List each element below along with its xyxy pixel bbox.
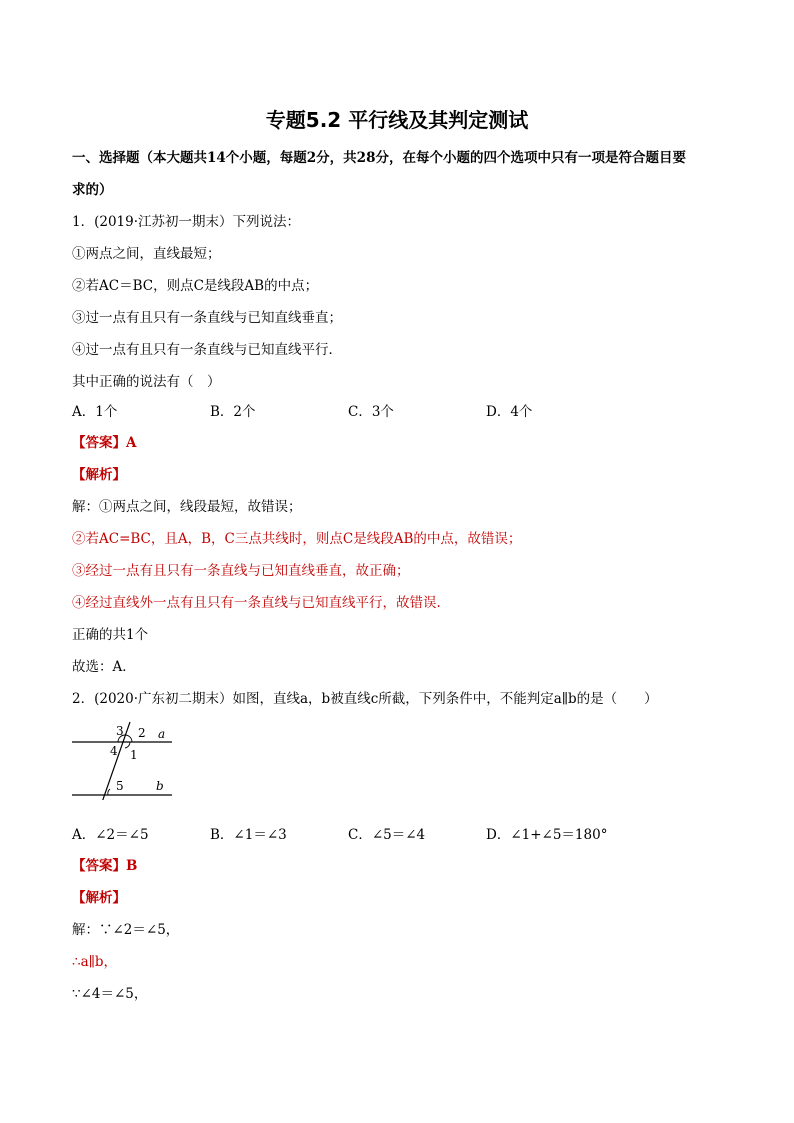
q2-option-d: D．∠1+∠5＝180°	[486, 827, 608, 843]
q1-analysis-line3: ③经过一点有且只有一条直线与已知直线垂直，故正确；	[72, 563, 410, 579]
q1-answer: 【答案】A	[72, 435, 137, 451]
q1-option-c: C．3个	[348, 404, 394, 420]
figure-label-b: b	[156, 779, 164, 793]
figure-label-5: 5	[116, 779, 124, 793]
q2-option-b: B．∠1＝∠3	[210, 827, 287, 843]
q1-item-3: ③过一点有且只有一条直线与已知直线垂直；	[72, 310, 342, 326]
parallel-lines-diagram	[68, 718, 178, 800]
figure-label-4: 4	[110, 744, 118, 758]
q2-answer: 【答案】B	[72, 858, 138, 874]
page-title: 专题5.2 平行线及其判定测试	[265, 108, 529, 132]
figure-label-a: a	[158, 727, 166, 741]
q1-option-a: A．1个	[72, 404, 118, 420]
q1-analysis-line4: ④经过直线外一点有且只有一条直线与已知直线平行，故错误.	[72, 595, 441, 611]
q1-item-2: ②若AC＝BC，则点C是线段AB的中点；	[72, 278, 319, 294]
figure-label-2: 2	[138, 726, 146, 740]
section-heading-line1: 一、选择题（本大题共14个小题，每题2分，共28分，在每个小题的四个选项中只有一项是符合题目要	[72, 150, 686, 166]
q1-item-1: ①两点之间，直线最短；	[72, 246, 221, 262]
q2-analysis-label: 【解析】	[72, 890, 126, 906]
q2-figure	[68, 718, 178, 800]
section-heading-line2: 求的）	[72, 182, 113, 198]
q1-option-b: B．2个	[210, 404, 256, 420]
q1-option-d: D．4个	[486, 404, 533, 420]
q1-conclusion: 正确的共1个	[72, 627, 149, 643]
q2-stem: 2．(2020·广东初二期末）如图，直线a，b被直线c所截，下列条件中，不能判定a∥b的是（ ）	[72, 691, 658, 707]
q2-analysis-line2: ∴a∥b，	[72, 954, 118, 970]
q1-ask: 其中正确的说法有（ ）	[72, 374, 221, 390]
q2-option-c: C．∠5＝∠4	[348, 827, 426, 843]
q1-stem: 1．(2019·江苏初一期末）下列说法：	[72, 214, 301, 230]
q1-analysis-line2: ②若AC=BC，且A，B，C三点共线时，则点C是线段AB的中点，故错误；	[72, 531, 522, 547]
q2-analysis-line1: 解：∵∠2＝∠5，	[72, 922, 180, 938]
q2-analysis-line3: ∵∠4＝∠5，	[72, 986, 148, 1002]
q1-choose: 故选：A．	[72, 659, 136, 675]
figure-label-3: 3	[116, 724, 124, 738]
figure-label-1: 1	[130, 748, 138, 762]
q1-analysis-label: 【解析】	[72, 467, 126, 483]
q1-item-4: ④过一点有且只有一条直线与已知直线平行．	[72, 342, 342, 358]
q2-option-a: A．∠2＝∠5	[72, 827, 149, 843]
q1-analysis-line1: 解：①两点之间，线段最短，故错误；	[72, 499, 302, 515]
